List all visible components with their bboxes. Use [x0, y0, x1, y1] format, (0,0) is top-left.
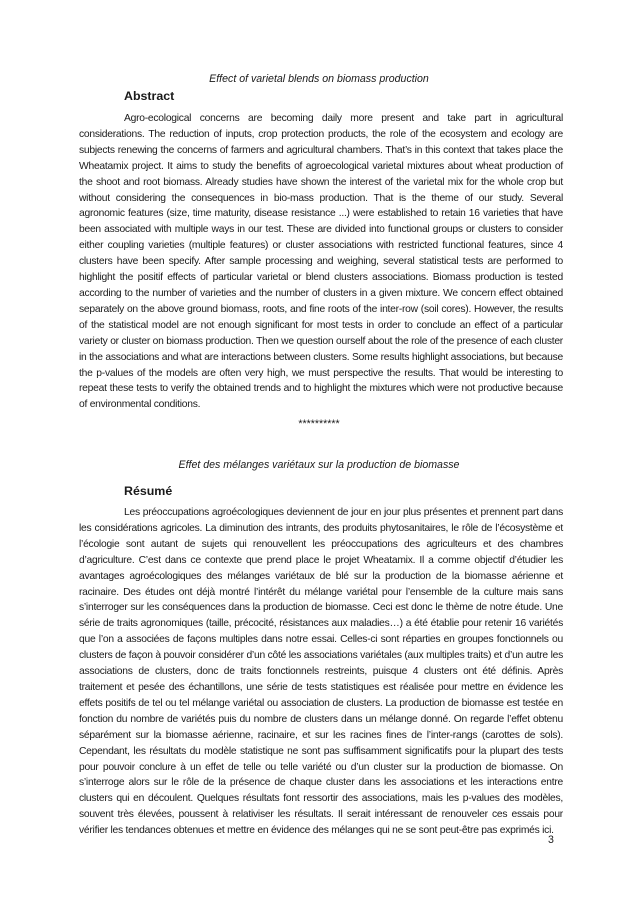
abstract-heading: Abstract: [124, 89, 175, 103]
page-number: 3: [548, 834, 554, 846]
french-title: Effet des mélanges variétaux sur la production de biomasse: [178, 459, 460, 471]
resume-heading: Résumé: [124, 484, 173, 498]
english-title: Effect of varietal blends on biomass production: [209, 73, 429, 85]
abstract-body: Agro-ecological concerns are becoming daily more present and take part in agricultural considerations. The reduction of inputs, crop protection products, the role of the ecosystem and ecology are subjects renewing the concerns of farmers and agricultural chambers. That’s in this context that takes place the Wheatamix project. It aims to study the benefits of agroecological varietal mixtures about wheat production of the shoot and root biomass. Already studies have shown the interest of the varietal mix for the whole crop but without considering the consequences in bio-mass production. That is the theme of our study. Several agronomic features (size, time maturity, disease resistance ...) were established to retain 16 varieties that have been associated with multiple ways in our test. These are divided into functional groups or clusters to consider either coupling varieties (multiple features) or cluster associations with restricted functional features, since 4 clusters have been specify. After sample processing and weighing, several statistical tests are performed to highlight the positif effects of particular varietal or blend clusters associations. Biomass production is tested according to the number of varieties and the number of clusters in a given mixture. We concern effect obtained separately on the above ground biomass, roots, and fine roots of the inter-row (soil cores). However, the results of the statistical model are not enough significant for most tests in order to conclude an effect of a particular variety or cluster on biomass production. Then we question ourself about the role of the presence of each cluster in the associations and what are interactions between clusters. Some results highlight associations, but because the p-values of the models are often very high, we must perspective the results. That would be interesting to repeat these tests to verify the obtained trends and to highlight the mixtures which were not productive because of environmental conditions.: [79, 113, 563, 411]
resume-body: Les préoccupations agroécologiques deviennent de jour en jour plus présentes et prennent part dans les considérations agricoles. La diminution des intrants, des produits phytosanitaires, le rôle de l’écosystème et l’écologie sont autant de sujets qui renouvellent les préoccupations des agriculteurs et des chambres d’agriculture. C’est dans ce contexte que prend place le projet Wheatamix. Il a comme objectif d’étudier les avantages agroécologiques des mélanges variétaux de blé sur la production de la biomasse aérienne et racinaire. Des études ont déjà montré l’intérêt du mélange variétal pour l’ensemble de la culture mais sans s’interroger sur les conséquences dans la production de biomasse. Ceci est donc le thème de notre étude. Une série de traits agronomiques (taille, précocité, résistances aux maladies…) a été établie pour retenir 16 variétés que l’on a associées de façons multiples dans notre essai. Celles-ci sont réparties en groupes fonctionnels ou clusters de façon à pouvoir considérer d’un côté les associations variétales (aux multiples traits) et d’un autre les associations de clusters, donc de traits fonctionnels restreints, puisque 4 clusters ont été définis. Après traitement et pesée des échantillons, une série de tests statistiques est réalisée pour mettre en évidence les effets positifs de tel ou tel mélange variétal ou association de clusters. La production de biomasse est testée en fonction du nombre de variétés puis du nombre de clusters dans un mélange donné. On regarde l’effet obtenu séparément sur la biomasse aérienne, racinaire, et sur les racines fines de l’inter-rangs (carottes de sols). Cependant, les résultats du modèle statistique ne sont pas suffisamment significatifs pour la plupart des tests pour pouvoir conclure à un effet de telle ou telle variété ou d’un cluster sur la production de biomasse. On s’interroge alors sur le rôle de la présence de chaque cluster dans les associations et les interactions entre clusters qui en découlent. Quelques résultats font ressortir des associations, mais les p-values des modèles, souvent très élevées, poussent à relativiser les résultats. Il serait intéressant de renouveler ces essais pour vérifier les tendances obtenues et mettre en évidence des mélanges qui ne se sont peut-être pas exprimés ici.: [79, 507, 563, 837]
section-separator: **********: [298, 418, 340, 430]
